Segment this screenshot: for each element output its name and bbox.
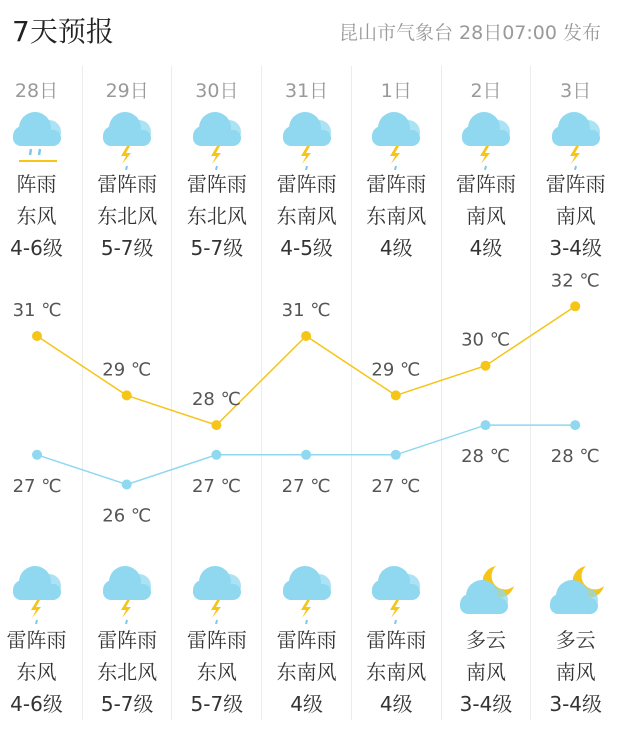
high-temp-label: 31 ℃ bbox=[281, 300, 331, 321]
night-condition: 雷阵雨 bbox=[6, 628, 67, 652]
night-wind-direction: 东南风 bbox=[276, 660, 337, 684]
night-wind-direction: 东风 bbox=[196, 660, 237, 684]
night-condition: 雷阵雨 bbox=[186, 628, 247, 652]
thunder-shower-icon bbox=[456, 106, 516, 170]
low-temp-label: 27 ℃ bbox=[191, 475, 241, 497]
forecast-day-column bbox=[0, 66, 81, 720]
high-temp-label: 31 ℃ bbox=[12, 300, 62, 321]
low-temp-label: 27 ℃ bbox=[12, 475, 62, 497]
forecast-header bbox=[0, 0, 621, 60]
thunder-shower-icon bbox=[7, 560, 67, 624]
day-condition: 雷阵雨 bbox=[366, 172, 427, 196]
night-wind-level: 4级 bbox=[290, 692, 323, 716]
day-wind-level: 4级 bbox=[379, 236, 413, 260]
day-wind-level: 4级 bbox=[469, 236, 503, 260]
day-date: 2日 bbox=[470, 80, 502, 102]
low-temp-label: 28 ℃ bbox=[550, 446, 600, 468]
day-date: 31日 bbox=[285, 80, 329, 102]
day-condition: 雷阵雨 bbox=[97, 172, 158, 196]
night-wind-direction: 东南风 bbox=[366, 660, 427, 684]
forecast-day-column bbox=[441, 66, 531, 720]
night-wind-level: 4级 bbox=[379, 692, 413, 716]
day-wind-direction: 南风 bbox=[466, 204, 506, 228]
day-date: 30日 bbox=[195, 80, 239, 102]
day-wind-direction: 南风 bbox=[555, 204, 596, 228]
forecast-day-column bbox=[82, 66, 172, 720]
day-wind-direction: 东南风 bbox=[366, 204, 427, 228]
shower-rain-icon bbox=[7, 106, 67, 170]
forecast-day-column bbox=[530, 66, 620, 720]
night-wind-level: 3-4级 bbox=[549, 692, 603, 716]
publish-info: 昆山市气象台 28日07:00 发布 bbox=[338, 22, 601, 44]
day-date: 28日 bbox=[14, 80, 59, 102]
low-temp-label: 27 ℃ bbox=[281, 475, 331, 497]
forecast-day-column bbox=[351, 66, 441, 720]
thunder-shower-icon bbox=[366, 560, 426, 624]
night-condition: 雷阵雨 bbox=[366, 628, 427, 652]
night-condition: 雷阵雨 bbox=[97, 628, 158, 652]
night-wind-level: 5-7级 bbox=[190, 692, 244, 716]
low-temp-label: 28 ℃ bbox=[461, 446, 510, 468]
night-condition: 多云 bbox=[466, 628, 506, 652]
night-wind-direction: 东北风 bbox=[97, 660, 158, 684]
day-wind-direction: 东南风 bbox=[276, 204, 337, 228]
thunder-shower-icon bbox=[187, 560, 247, 624]
day-wind-level: 3-4级 bbox=[549, 236, 603, 260]
high-temp-label: 29 ℃ bbox=[371, 359, 421, 381]
thunder-shower-icon bbox=[187, 106, 247, 170]
cloudy-night-icon bbox=[546, 560, 606, 624]
day-wind-direction: 东北风 bbox=[186, 204, 247, 228]
thunder-shower-icon bbox=[277, 106, 337, 170]
thunder-shower-icon bbox=[277, 560, 337, 624]
night-condition: 多云 bbox=[555, 628, 596, 652]
day-condition: 雷阵雨 bbox=[186, 172, 247, 196]
night-wind-level: 3-4级 bbox=[459, 692, 513, 716]
thunder-shower-icon bbox=[546, 106, 606, 170]
day-wind-direction: 东北风 bbox=[97, 204, 158, 228]
night-condition: 雷阵雨 bbox=[276, 628, 337, 652]
day-date: 29日 bbox=[105, 80, 149, 102]
cloudy-night-icon bbox=[456, 560, 516, 624]
thunder-shower-icon bbox=[97, 106, 157, 170]
night-wind-level: 5-7级 bbox=[100, 692, 154, 716]
day-condition: 阵雨 bbox=[16, 172, 57, 196]
day-wind-direction: 东风 bbox=[16, 204, 57, 228]
day-wind-level: 5-7级 bbox=[190, 236, 244, 260]
page-title: 7天预报 bbox=[12, 15, 114, 48]
night-wind-direction: 南风 bbox=[555, 660, 596, 684]
day-date: 1日 bbox=[380, 80, 412, 102]
day-wind-level: 4-5级 bbox=[280, 236, 333, 260]
day-condition: 雷阵雨 bbox=[456, 172, 516, 196]
thunder-shower-icon bbox=[366, 106, 426, 170]
night-wind-direction: 东风 bbox=[16, 660, 57, 684]
day-condition: 雷阵雨 bbox=[276, 172, 337, 196]
high-temp-label: 28 ℃ bbox=[191, 389, 241, 411]
forecast-day-column bbox=[261, 66, 351, 720]
thunder-shower-icon bbox=[97, 560, 157, 624]
night-wind-level: 4-6级 bbox=[10, 692, 63, 716]
low-temp-label: 26 ℃ bbox=[102, 505, 152, 527]
day-wind-level: 4-6级 bbox=[10, 236, 63, 260]
high-temp-label: 30 ℃ bbox=[461, 329, 510, 351]
high-temp-label: 32 ℃ bbox=[550, 270, 600, 292]
forecast-day-column bbox=[171, 66, 261, 720]
night-wind-direction: 南风 bbox=[466, 660, 506, 684]
high-temp-label: 29 ℃ bbox=[102, 359, 152, 381]
day-condition: 雷阵雨 bbox=[545, 172, 606, 196]
day-wind-level: 5-7级 bbox=[100, 236, 154, 260]
day-date: 3日 bbox=[560, 80, 592, 102]
low-temp-label: 27 ℃ bbox=[371, 475, 421, 497]
